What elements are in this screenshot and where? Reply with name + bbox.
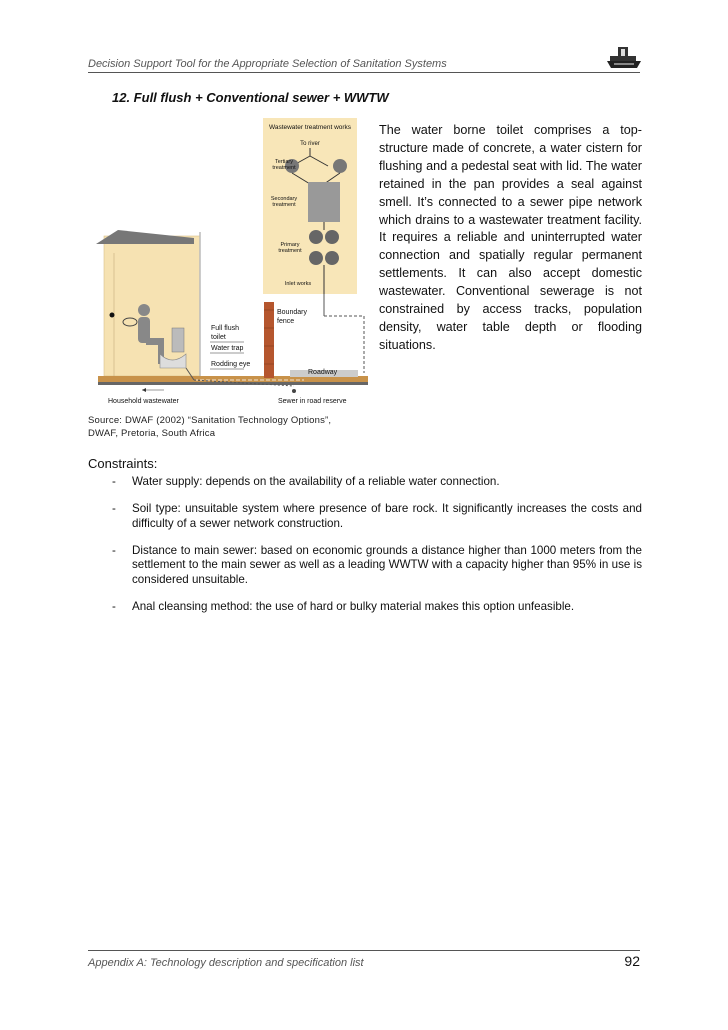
label-boundary-2: fence: [277, 318, 295, 325]
description-paragraph: The water borne toilet comprises a top-structure made of concrete, a water cistern for flushing and a pedestal seat with lid. The water retained in the pan provides a seal against smell. It’s connected to a sewer pipe network which drains to a wastewater treatment facility. It requires a reliable and uninterrupted water connection and spatially regular permanent settlements. It can also accept domestic wastewater. Conventional sewerage is not constrained by access tracks, population density, water table depth or flooding situations.: [379, 123, 642, 352]
label-boundary-1: Boundary: [277, 309, 307, 316]
caption-line-1: Source: DWAF (2002) “Sanitation Technology Options”,: [88, 415, 332, 426]
list-dash: -: [112, 475, 116, 488]
label-rodding-eye: Rodding eye: [211, 361, 251, 368]
page-number: 92: [624, 953, 640, 969]
header-rule: [88, 72, 640, 73]
list-dash: -: [112, 502, 116, 516]
list-dash: -: [112, 543, 116, 557]
list-dash: -: [112, 600, 116, 614]
list-item: [88, 502, 642, 531]
list-item: [88, 475, 642, 490]
constraint-distance-sewer: Distance to main sewer: based on economic grounds a distance higher than 1000 meters from the settlement to the main sewer as well as a leading WWTW with a capacity higher than 95% in use is considered unsuitable.: [132, 543, 642, 586]
label-primary-2: treatment: [278, 248, 302, 254]
constraints-list: [88, 475, 642, 627]
logo-icon: [606, 46, 642, 70]
figure-caption: [88, 414, 331, 440]
label-primary-1: Primary: [280, 242, 300, 248]
label-household: Household wastewater: [108, 398, 179, 405]
section-title: 12. Full flush + Conventional sewer + WWTW: [112, 90, 389, 105]
label-inlet: Inlet works: [284, 281, 312, 287]
label-to-river: To river: [300, 141, 320, 147]
sanitation-diagram: [94, 118, 372, 410]
constraint-soil-type: Soil type: unsuitable system where presence of bare rock. It significantly increases the costs and difficulty of a sewer network construction.: [132, 502, 642, 530]
label-wwtw: Wastewater treatment works: [268, 124, 352, 131]
list-item: [88, 600, 642, 615]
label-secondary-2: treatment: [272, 202, 296, 208]
label-full-flush-2: toilet: [211, 334, 226, 341]
label-water-trap: Water trap: [211, 345, 244, 352]
constraint-water-supply: Water supply: depends on the availability of a reliable water connection.: [132, 475, 500, 488]
label-tertiary-1: Tertiary: [274, 159, 294, 165]
label-secondary-1: Secondary: [270, 196, 298, 202]
header-title: Decision Support Tool for the Appropriate Selection of Sanitation Systems: [88, 58, 447, 70]
footer-rule: [88, 950, 640, 951]
label-sewer: Sewer in road reserve: [278, 398, 347, 405]
list-item: [88, 544, 642, 588]
constraint-anal-cleansing: Anal cleansing method: the use of hard or bulky material makes this option unfeasible.: [132, 600, 575, 614]
label-roadway: Roadway: [308, 369, 338, 376]
label-full-flush-1: Full flush: [211, 325, 240, 332]
label-tertiary-2: treatment: [272, 165, 296, 171]
constraints-heading: Constraints:: [88, 456, 158, 471]
footer-text: Appendix A: Technology description and specification list: [88, 957, 364, 969]
caption-line-2: DWAF, Pretoria, South Africa: [88, 428, 216, 439]
